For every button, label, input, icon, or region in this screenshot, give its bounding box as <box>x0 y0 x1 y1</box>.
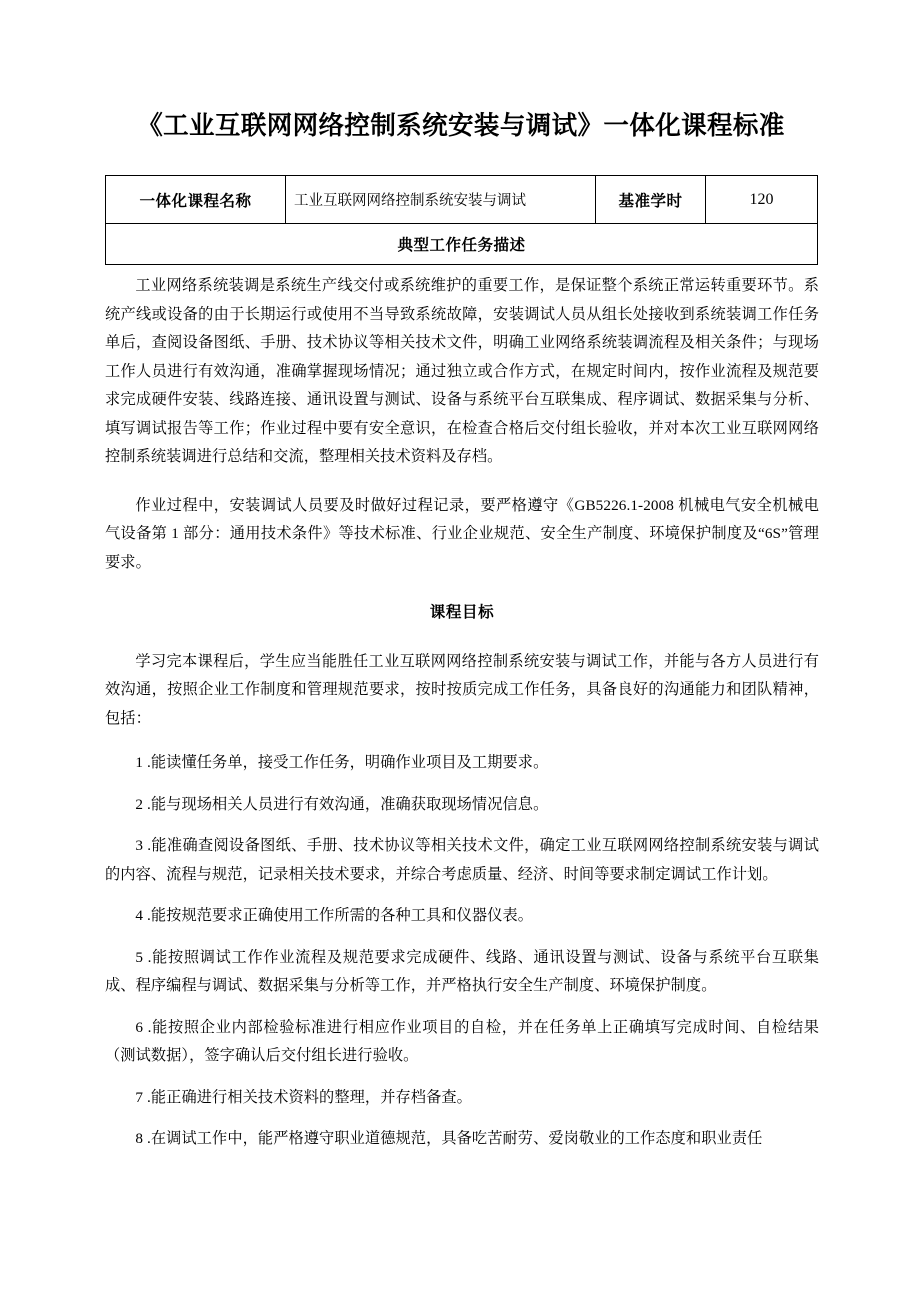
list-item: 1 .能读懂任务单，接受工作任务，明确作业项目及工期要求。 <box>135 754 549 771</box>
list-item-number: 3 <box>135 837 144 854</box>
list-item-text: 能准确查阅设备图纸、手册、技术协议等相关技术文件，确定工业互联网网络控制系统安装与调试的内容、流程与规范，记录相关技术要求，并综合考虑质量、经济、时间等要求制定调试工作计划。 <box>105 837 819 883</box>
course-name-value: 工业互联网网络控制系统安装与调试 <box>294 193 526 209</box>
list-item-text: 能按照调试工作作业流程及规范要求完成硬件、线路、通讯设置与测试、设备与系统平台互联集成、程序编程与调试、数据采集与分析等工作，并严格执行安全生产制度、环境保护制度。 <box>105 948 820 994</box>
list-item: 8 .在调试工作中，能严格遵守职业道德规范，具备吃苦耐劳、爱岗敬业的工作态度和职业责任 <box>135 1130 763 1147</box>
task-description-paragraph-2: 作业过程中，安装调试人员要及时做好过程记录，要严格遵守《GB5226.1-2008 机械电气安全机械电气设备第 1 部分：通用技术条件》等技术标准、行业企业规范、安全生产制度、环境保护制度及“6S”管理要求。 <box>105 496 819 571</box>
list-item-text: 在调试工作中，能严格遵守职业道德规范，具备吃苦耐劳、爱岗敬业的工作态度和职业责任 <box>150 1130 763 1147</box>
list-item: 5 .能按照调试工作作业流程及规范要求完成硬件、线路、通讯设置与测试、设备与系统平台互联集成、程序编程与调试、数据采集与分析等工作，并严格执行安全生产制度、环境保护制度。 <box>105 948 820 994</box>
list-item-text: 能正确进行相关技术资料的整理，并存档备查。 <box>150 1088 472 1106</box>
list-item-text: 能按照企业内部检验标准进行相应作业项目的自检，并在任务单上正确填写完成时间、自检结果（测试数据），签字确认后交付组长进行验收。 <box>105 1018 820 1064</box>
list-item-number: 1 <box>135 754 144 771</box>
course-objectives-heading: 课程目标 <box>429 604 495 621</box>
course-info-table <box>105 175 818 265</box>
document-body <box>105 272 819 1154</box>
task-description-paragraph-1: 工业网络系统装调是系统生产线交付或系统维护的重要工作，是保证整个系统正常运转重要环节。系统产线或设备的由于长期运行或使用不当导致系统故障，安装调试人员从组长处接收到系统装调工作任务单后，查阅设备图纸、手册、技术协议等相关技术文件，明确工业网络系统装调流程及相关条件；与现场工作人员进行有效沟通，准确掌握现场情况；通过独立或合作方式，在规定时间内，按作业流程及规范要求完成硬件安装、线路连接、通讯设置与测试、设备与系统平台互联集成、程序调试、数据采集与分析、填写调试报告等工作；作业过程中要有安全意识，在检查合格后交付组长验收，并对本次工业互联网网络控制系统装调进行总结和交流，整理相关技术资料及存档。 <box>105 277 819 465</box>
baseline-hours-label-cell <box>596 176 706 224</box>
list-item-text: 能按规范要求正确使用工作所需的各种工具和仪器仪表。 <box>150 907 534 924</box>
section-header-cell <box>106 224 818 265</box>
baseline-hours-value-cell <box>706 176 818 224</box>
list-item-number: 2 <box>135 795 144 813</box>
page-title: 《工业互联网网络控制系统安装与调试》一体化课程标准 <box>137 111 785 141</box>
baseline-hours-label: 基准学时 <box>618 192 683 210</box>
list-item-text: 能读懂任务单，接受工作任务，明确作业项目及工期要求。 <box>150 754 549 771</box>
list-item-number: 8 <box>135 1130 144 1147</box>
course-name-label: 一体化课程名称 <box>139 192 252 210</box>
list-item-number: 5 <box>135 948 144 966</box>
list-item-number: 4 <box>135 907 144 924</box>
list-item: 7 .能正确进行相关技术资料的整理，并存档备查。 <box>135 1088 472 1106</box>
list-item-number: 6 <box>135 1018 144 1036</box>
list-item-number: 7 <box>135 1088 144 1106</box>
table-row <box>106 176 818 224</box>
list-item: 3 .能准确查阅设备图纸、手册、技术协议等相关技术文件，确定工业互联网网络控制系统安装与调试的内容、流程与规范，记录相关技术要求，并综合考虑质量、经济、时间等要求制定调试工作计划。 <box>105 837 819 883</box>
list-item-text: 能与现场相关人员进行有效沟通，准确获取现场情况信息。 <box>150 795 549 813</box>
typical-task-section-header: 典型工作任务描述 <box>397 237 526 254</box>
course-objectives-list <box>105 749 819 1154</box>
course-name-value-cell <box>286 176 596 224</box>
list-item: 4 .能按规范要求正确使用工作所需的各种工具和仪器仪表。 <box>135 907 534 924</box>
table-row <box>106 224 818 265</box>
list-item: 6 .能按照企业内部检验标准进行相应作业项目的自检，并在任务单上正确填写完成时间、自检结果（测试数据），签字确认后交付组长进行验收。 <box>105 1018 820 1064</box>
baseline-hours-value: 120 <box>749 190 774 208</box>
course-name-label-cell <box>106 176 286 224</box>
list-item: 2 .能与现场相关人员进行有效沟通，准确获取现场情况信息。 <box>135 795 549 813</box>
course-objectives-intro: 学习完本课程后，学生应当能胜任工业互联网网络控制系统安装与调试工作，并能与各方人员进行有效沟通，按照企业工作制度和管理规范要求，按时按质完成工作任务，具备良好的沟通能力和团队精神，包括： <box>105 652 819 727</box>
